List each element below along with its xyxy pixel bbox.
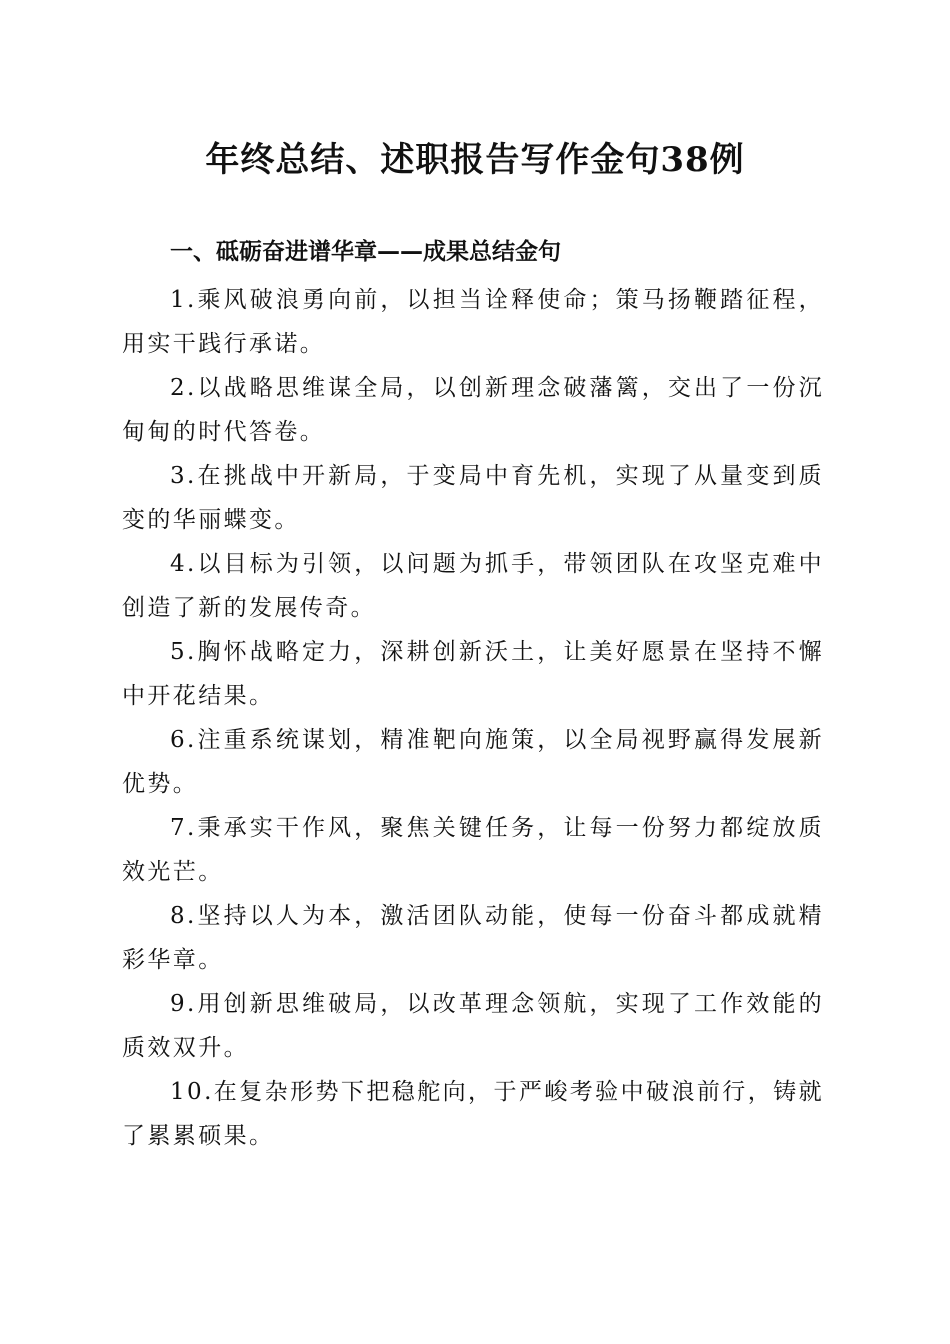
section-heading: 一、砥砺奋进谱华章——成果总结金句 bbox=[170, 239, 561, 265]
list-item: 3.在挑战中开新局，于变局中育先机，实现了从量变到质变的华丽蝶变。 bbox=[122, 463, 824, 533]
document-title: 年终总结、述职报告写作金句38例 bbox=[205, 140, 745, 180]
list-item: 5.胸怀战略定力，深耕创新沃土，让美好愿景在坚持不懈中开花结果。 bbox=[122, 639, 824, 709]
quote-list bbox=[122, 278, 824, 1158]
list-item: 4.以目标为引领，以问题为抓手，带领团队在攻坚克难中创造了新的发展传奇。 bbox=[122, 551, 824, 621]
list-item: 2.以战略思维谋全局，以创新理念破藩篱，交出了一份沉甸甸的时代答卷。 bbox=[122, 375, 824, 445]
list-item: 7.秉承实干作风，聚焦关键任务，让每一份努力都绽放质效光芒。 bbox=[122, 815, 824, 885]
list-item: 1.乘风破浪勇向前，以担当诠释使命；策马扬鞭踏征程，用实干践行承诺。 bbox=[122, 287, 824, 357]
list-item: 9.用创新思维破局，以改革理念领航，实现了工作效能的质效双升。 bbox=[122, 991, 824, 1061]
list-item: 6.注重系统谋划，精准靶向施策，以全局视野赢得发展新优势。 bbox=[122, 727, 824, 797]
list-item: 10.在复杂形势下把稳舵向，于严峻考验中破浪前行，铸就了累累硕果。 bbox=[122, 1079, 824, 1149]
list-item: 8.坚持以人为本，激活团队动能，使每一份奋斗都成就精彩华章。 bbox=[122, 903, 824, 973]
